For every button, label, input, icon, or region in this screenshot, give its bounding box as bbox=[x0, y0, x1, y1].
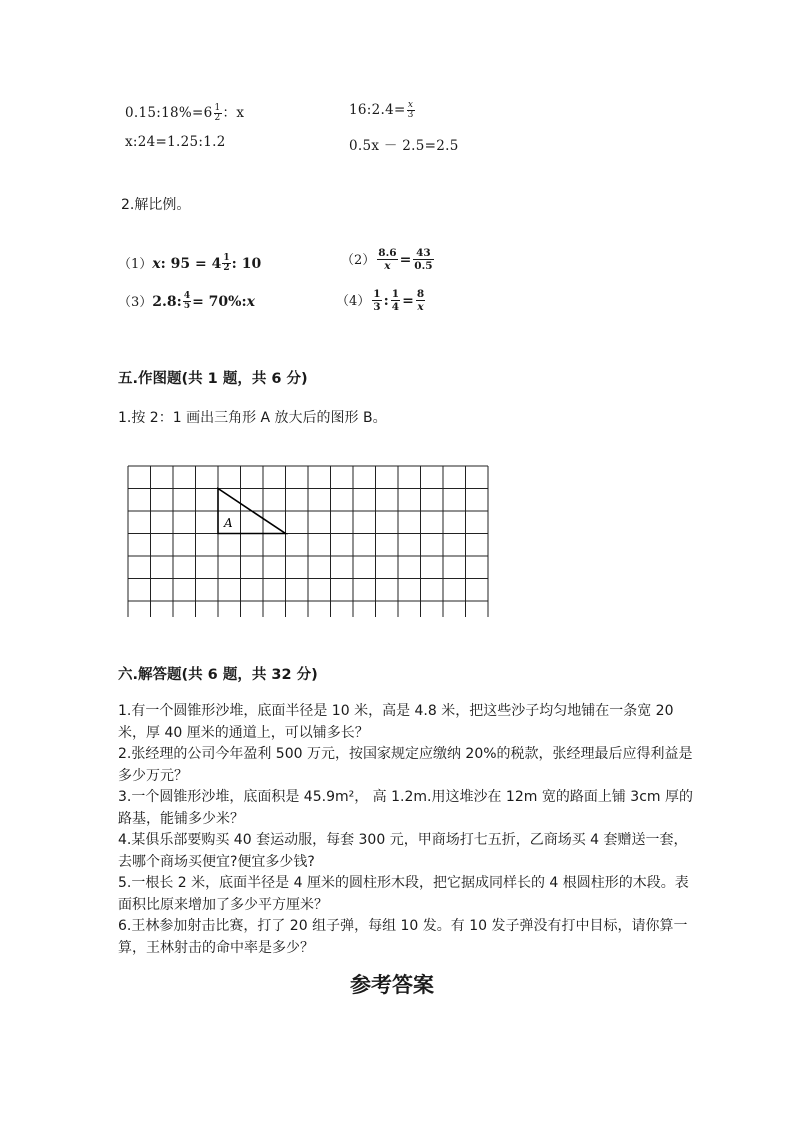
proportion-3: （3）2.8: $\frac{4}{5}$ = 70%:x bbox=[118, 291, 255, 311]
fraction: $\frac{1}{2}$ bbox=[214, 103, 221, 123]
answers-title: 参考答案 bbox=[350, 972, 434, 997]
equation-2: 16:2.4= $\frac{x}{3}$ bbox=[349, 100, 414, 120]
question-5: 5.一根长 2 米，底面半径是 4 厘米的圆柱形木段，把它据成同样长的 4 根圆柱形的木段。表面积比原来增加了多少平方厘米？ bbox=[118, 875, 689, 913]
question-3: 3.一个圆锥形沙堆，底面积是 45.9m²， 高 1.2m.用这堆沙在 12m 宽的路面上铺 3cm 厚的路基，能铺多少米？ bbox=[118, 789, 693, 827]
fraction: $\frac{1}{4}$ bbox=[391, 288, 400, 313]
fraction: $\frac{1}{3}$ bbox=[373, 288, 381, 313]
question-4: 4.某俱乐部要购买 40 套运动服，每套 300 元，甲商场打七五折，乙商场买 4 套赠送一套，去哪个商场买便宜?便宜多少钱? bbox=[118, 832, 688, 870]
fraction: $\frac{8}{x}$ bbox=[416, 288, 425, 313]
question-title: 2.解比例。 bbox=[121, 197, 191, 213]
fraction: $\frac{4}{5}$ bbox=[183, 291, 191, 311]
question-2: 2.张经理的公司今年盈利 500 万元，按国家规定应缴纳 20%的税款，张经理最后应得利益是多少万元？ bbox=[118, 746, 693, 784]
fraction: $\frac{x}{3}$ bbox=[407, 100, 414, 120]
equation-4: 0.5x － 2.5=2.5 bbox=[349, 138, 459, 154]
equation-1: 0.15:18%=6 $\frac{1}{2}$ ：x bbox=[125, 103, 245, 123]
drawing-question: 1.按 2：1 画出三角形 A 放大后的图形 B。 bbox=[118, 410, 387, 426]
proportion-2: （2） $\frac{8.6}{x}$ = $\frac{43}{0.5}$ bbox=[341, 247, 433, 272]
fraction: $\frac{1}{2}$ bbox=[223, 253, 230, 273]
proportion-1: （1）x: 95 = 4 $\frac{1}{2}$ : 10 bbox=[118, 253, 262, 273]
question-1: 1.有一个圆锥形沙堆，底面半径是 10 米，高是 4.8 米，把这些沙子均匀地铺在一条宽 20 米，厚 40 厘米的通道上，可以铺多长？ bbox=[118, 703, 674, 741]
equation-3: x:24=1.25:1.2 bbox=[125, 134, 226, 150]
fraction: $\frac{8.6}{x}$ bbox=[378, 247, 397, 272]
triangle-label: A bbox=[224, 516, 233, 530]
fraction: $\frac{43}{0.5}$ bbox=[414, 247, 433, 272]
drawing-grid bbox=[127, 465, 489, 617]
question-6: 6.王林参加射击比赛，打了 20 组子弹，每组 10 发。有 10 发子弹没有打中目标，请你算一算，王林射击的命中率是多少？ bbox=[118, 918, 688, 956]
proportion-4: （4） $\frac{1}{3}$ : $\frac{1}{4}$ = $\frac{8}{x}$ bbox=[336, 288, 425, 313]
section-heading-drawing: 五.作图题(共 1 题，共 6 分) bbox=[118, 371, 308, 387]
section-heading-solve: 六.解答题(共 6 题，共 32 分) bbox=[118, 667, 318, 683]
question-list bbox=[118, 701, 698, 959]
